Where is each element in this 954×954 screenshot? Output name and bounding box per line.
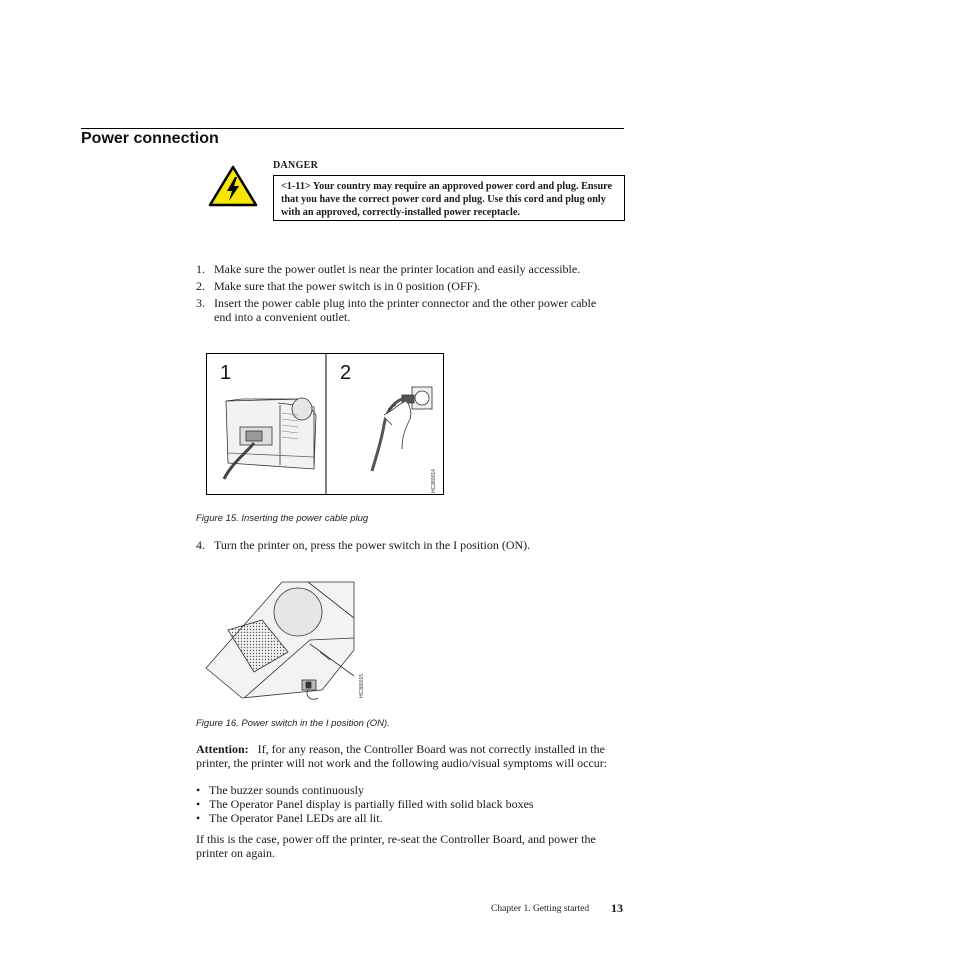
steps-list	[196, 262, 616, 327]
danger-label: DANGER	[273, 160, 319, 171]
electrical-hazard-icon	[208, 165, 258, 207]
page-number: 13	[611, 901, 623, 915]
panel-2-label: 2	[340, 362, 352, 384]
figure-16-caption: Figure 16. Power switch in the I position (ON).	[196, 718, 390, 729]
step-item: 2. Make sure that the power switch is in 0 position (OFF).	[196, 279, 481, 293]
attention-text: If, for any reason, the Controller Board was not correctly installed in the printer, the printer will not work and the following audio/visual symptoms will occur:	[196, 742, 608, 770]
attention-paragraph	[196, 742, 616, 770]
list-item: • The Operator Panel LEDs are all lit.	[196, 811, 383, 825]
step-item: 3. Insert the power cable plug into the printer connector and the other power cable end into a convenient outlet.	[196, 296, 597, 324]
danger-notice-box: <1-11> Your country may require an approved power cord and plug. Ensure that you have the correct power cord and plug. Use this cord and plug only with an approved, correctly-installed power receptacle.	[273, 175, 625, 221]
step-item: 1. Make sure the power outlet is near the printer location and easily accessible.	[196, 262, 581, 276]
figure-inserting-power-cable	[206, 353, 444, 495]
figure-15-caption: Figure 15. Inserting the power cable plug	[196, 513, 369, 524]
figure-ref-code: HC380015	[359, 674, 365, 698]
section-title: Power connection	[81, 130, 219, 147]
symptoms-list	[196, 783, 534, 825]
section-rule	[81, 128, 624, 129]
closing-paragraph: If this is the case, power off the printer, re-seat the Controller Board, and power the printer on again.	[196, 832, 596, 860]
printer-side-illustration	[206, 582, 354, 699]
list-item: • The Operator Panel display is partially filled with solid black boxes	[196, 797, 534, 811]
steps-list-continued	[196, 538, 530, 555]
list-item: • The buzzer sounds continuously	[196, 783, 364, 797]
attention-label: Attention:	[196, 742, 249, 756]
footer-chapter: Chapter 1. Getting started	[491, 904, 590, 914]
figure-ref-code: HC380014	[431, 469, 437, 493]
panel-1-label: 1	[220, 362, 232, 384]
step-item: 4. Turn the printer on, press the power switch in the I position (ON).	[196, 538, 531, 552]
figure-power-switch-on	[204, 580, 374, 705]
